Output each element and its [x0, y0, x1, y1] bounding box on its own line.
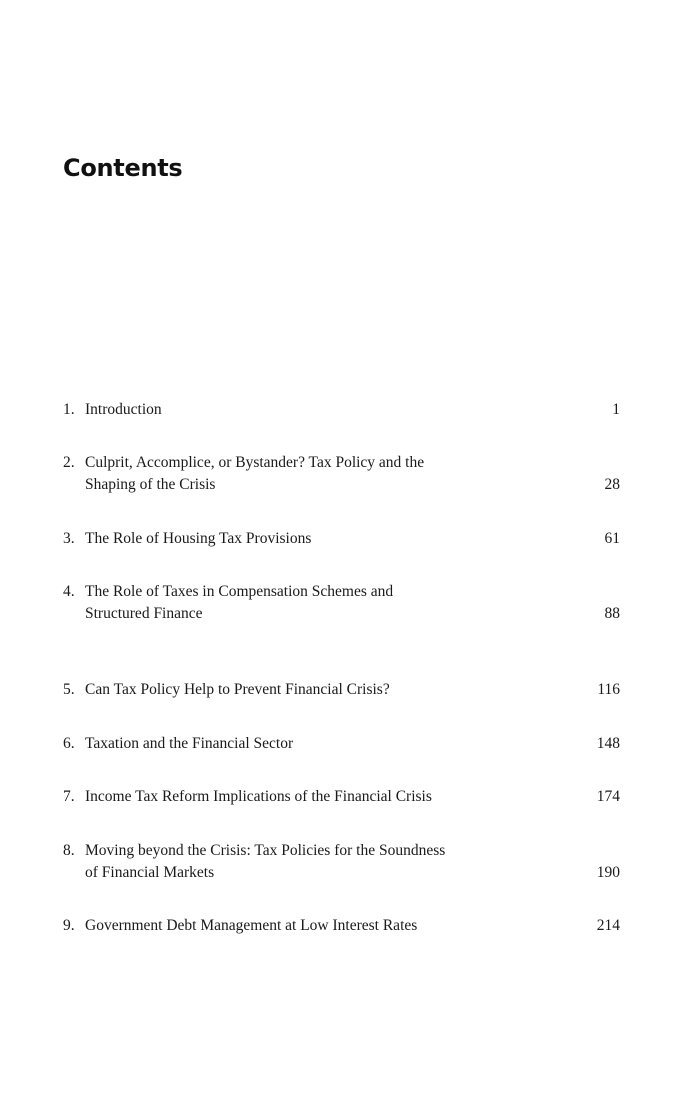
chapter-title-line: Moving beyond the Crisis: Tax Policies for the Soundness: [85, 842, 446, 859]
toc-entry[interactable]: [63, 399, 620, 421]
page-number: 61: [604, 530, 620, 547]
page-number: 28: [604, 476, 620, 493]
chapter-title-line: The Role of Housing Tax Provisions: [85, 530, 312, 547]
page-number: 174: [596, 788, 620, 805]
chapter-title-line: of Financial Markets: [85, 864, 215, 881]
chapter-title-line: Structured Finance: [85, 605, 203, 622]
toc-entry[interactable]: [63, 452, 620, 496]
toc-entry[interactable]: [63, 679, 620, 701]
toc-entry[interactable]: [63, 528, 620, 550]
chapter-number: 5.: [63, 681, 75, 698]
chapter-number: 2.: [63, 454, 75, 471]
chapter-title-line: Income Tax Reform Implications of the Financial Crisis: [85, 788, 432, 805]
page-number: 190: [596, 864, 620, 881]
chapter-title-line: The Role of Taxes in Compensation Schemes and: [85, 583, 394, 600]
toc-entry[interactable]: [63, 840, 620, 884]
chapter-number: 4.: [63, 583, 75, 600]
chapter-number: 8.: [63, 842, 75, 859]
page-number: 116: [597, 681, 620, 698]
chapter-number: 6.: [63, 735, 75, 752]
toc-entry[interactable]: [63, 581, 620, 625]
chapter-number: 9.: [63, 917, 75, 934]
chapter-title-line: Can Tax Policy Help to Prevent Financial Crisis?: [85, 681, 390, 698]
page-title: Contents: [63, 154, 183, 182]
chapter-title-line: Culprit, Accomplice, or Bystander? Tax Policy and the: [85, 454, 425, 471]
page-number: 148: [596, 735, 620, 752]
chapter-title-line: Introduction: [85, 401, 162, 418]
chapter-title-line: Shaping of the Crisis: [85, 476, 216, 493]
chapter-title-line: Government Debt Management at Low Interest Rates: [85, 917, 418, 934]
toc-entry[interactable]: [63, 786, 620, 808]
chapter-title-line: Taxation and the Financial Sector: [85, 735, 294, 752]
page-number: 214: [596, 917, 620, 934]
toc-entry[interactable]: [63, 733, 620, 755]
toc-entry[interactable]: [63, 915, 620, 937]
chapter-number: 1.: [63, 401, 75, 418]
page-number: 1: [612, 401, 620, 418]
chapter-number: 3.: [63, 530, 75, 547]
chapter-number: 7.: [63, 788, 75, 805]
page-number: 88: [604, 605, 620, 622]
